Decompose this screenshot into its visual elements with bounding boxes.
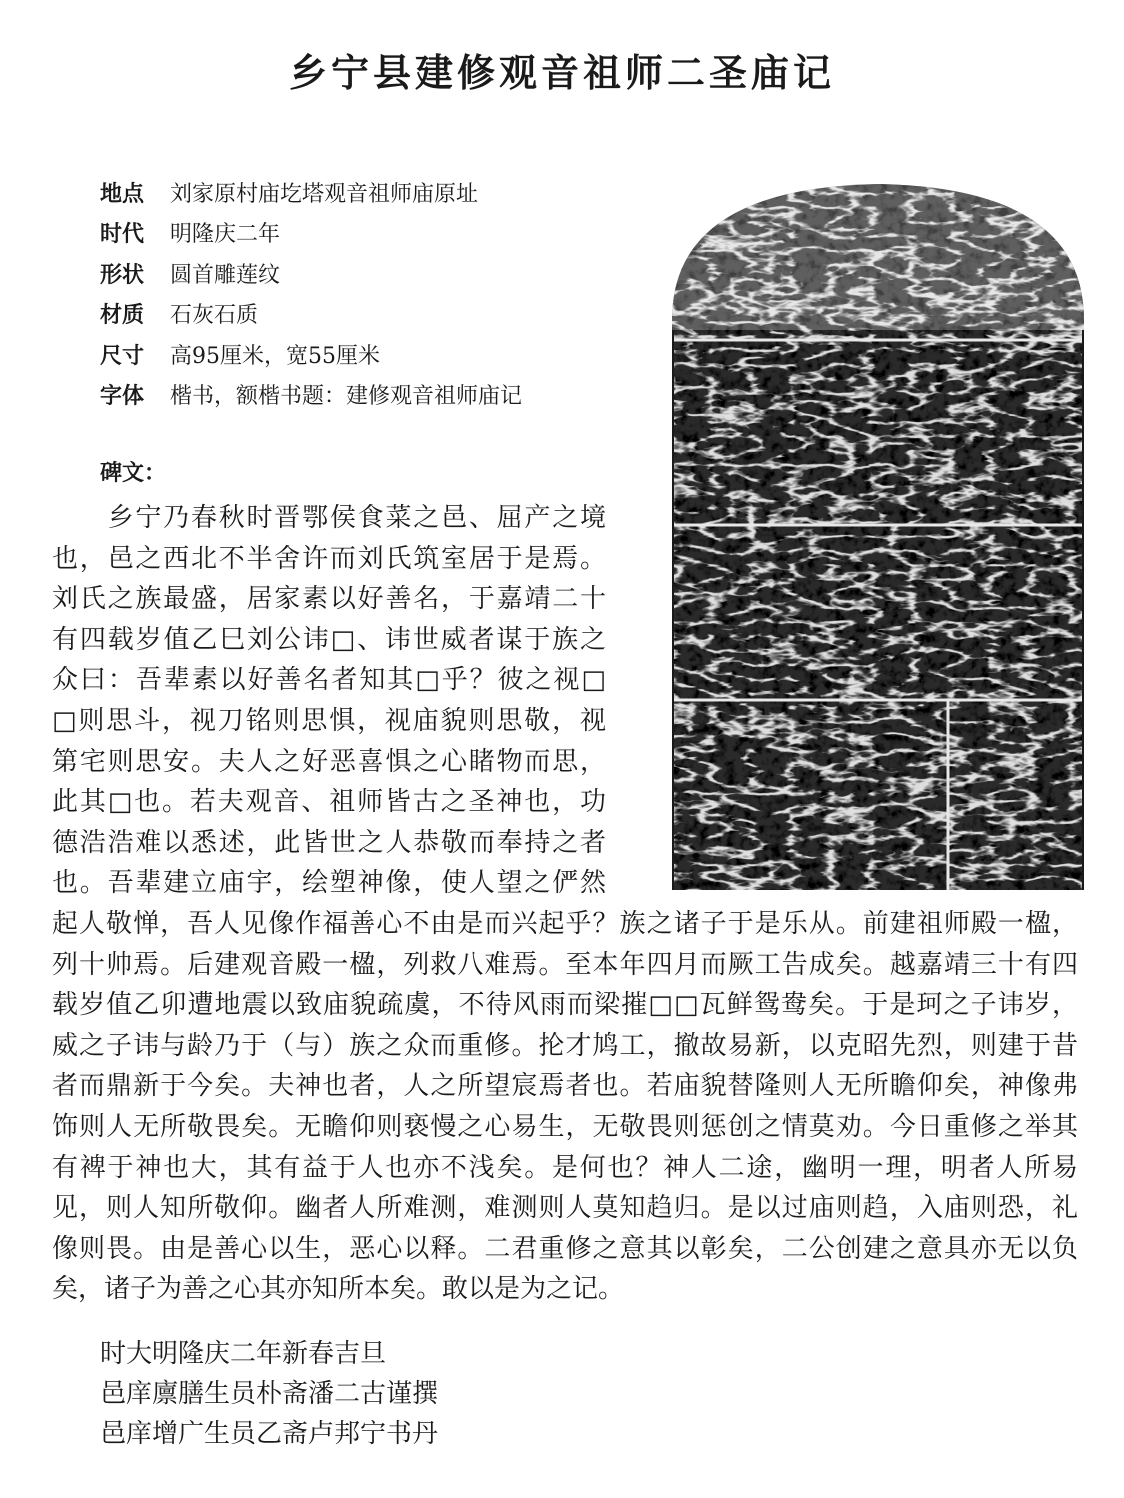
stele-rubbing-image <box>672 180 1084 890</box>
meta-label: 材质 <box>100 303 145 329</box>
text-line: 列十帅焉。后建观音殿一楹，列救八难焉。至本年四月而厥工告成矣。越嘉靖三十有四 <box>52 949 1078 980</box>
text-line: □则思斗，视刀铭则思惧，视庙貌则思敬，视 <box>52 705 606 736</box>
meta-row-material <box>100 294 660 335</box>
page-title: 乡宁县建修观音祖师二圣庙记 <box>288 50 835 95</box>
meta-row-era <box>100 213 660 254</box>
text-line: 有裨于神也大，其有益于人也亦不浅矣。是何也？神人二途，幽明一理，明者人所易 <box>52 1152 1078 1183</box>
author-line: 邑庠廪膳生员朴斋潘二古谨撰 <box>100 1379 439 1409</box>
inscription-text-beside-image <box>52 498 606 904</box>
text-line: 刘氏之族最盛，居家素以好善名，于嘉靖二十 <box>52 584 606 615</box>
inscription-text-full-width <box>52 904 1078 1310</box>
text-line: 矣，诸子为善之心其亦知所本矣。敢以是为之记。 <box>52 1274 625 1305</box>
meta-label: 形状 <box>100 262 145 288</box>
text-line: 有四载岁值乙巳刘公讳□、讳世威者谋于族之 <box>52 624 606 655</box>
meta-row-shape <box>100 253 660 294</box>
text-line: 也，邑之西北不半舍许而刘氏筑室居于是焉。 <box>52 543 606 574</box>
text-line: 也。吾辈建立庙宇，绘塑神像，使人望之俨然 <box>52 868 606 899</box>
calligrapher-line: 邑庠增广生员乙斋卢邦宁书丹 <box>100 1419 439 1449</box>
meta-value: 楷书，额楷书题：建修观音祖师庙记 <box>170 384 523 410</box>
inscription-heading: 碑文： <box>100 461 167 486</box>
text-line: 起人敬惮，吾人见像作福善心不由是而兴起乎？族之诸子于是乐从。前建祖师殿一楹， <box>52 909 1078 939</box>
text-line: 载岁值乙卯遭地震以致庙貌疏虞，不待风雨而梁摧□□瓦鲜鸳鸯矣。于是珂之子讳岁， <box>52 990 1078 1021</box>
text-line: 德浩浩难以悉述，此皆世之人恭敬而奉持之者 <box>52 827 606 858</box>
meta-value: 刘家原村庙圪塔观音祖师庙原址 <box>170 181 479 207</box>
meta-label: 字体 <box>100 384 145 410</box>
meta-row-script <box>100 375 660 416</box>
meta-label: 时代 <box>100 222 145 248</box>
meta-label: 地点 <box>100 181 145 207</box>
text-line: 第宅则思安。夫人之好恶喜惧之心睹物而思， <box>52 746 606 777</box>
meta-value: 高95厘米，宽55厘米 <box>170 343 380 369</box>
text-line: 者而鼎新于今矣。夫神也者，人之所望宸焉者也。若庙貌替隆则人无所瞻仰矣，神像弗 <box>52 1071 1078 1102</box>
text-line: 此其□也。若夫观音、祖师皆古之圣神也，功 <box>52 787 606 818</box>
meta-value: 明隆庆二年 <box>170 222 281 248</box>
date-line: 时大明隆庆二年新春吉旦 <box>100 1339 387 1369</box>
text-line: 见，则人知所敬仰。幽者人所难测，难测则人莫知趋归。是以过庙则趋，入庙则恐，礼 <box>52 1193 1078 1224</box>
text-line: 像则畏。由是善心以生，恶心以释。二君重修之意其以彰矣，二公创建之意具亦无以负 <box>52 1233 1078 1264</box>
meta-row-dimensions <box>100 334 660 375</box>
meta-value: 圆首雕莲纹 <box>170 262 281 288</box>
meta-value: 石灰石质 <box>170 303 259 329</box>
text-line: 饰则人无所敬畏矣。无瞻仰则亵慢之心易生，无敬畏则惩创之情莫劝。今日重修之举其 <box>52 1111 1078 1142</box>
meta-label: 尺寸 <box>100 343 145 369</box>
meta-row-location <box>100 172 660 213</box>
inscription-metadata <box>100 172 660 415</box>
text-line: 众曰：吾辈素以好善名者知其□乎？彼之视□ <box>52 665 606 696</box>
text-line: 威之子讳与龄乃于（与）族之众而重修。抡才鸠工，撤故易新，以克昭先烈，则建于昔 <box>52 1030 1078 1061</box>
text-line: 乡宁乃春秋时晋鄂侯食菜之邑、屈产之境 <box>52 503 606 533</box>
